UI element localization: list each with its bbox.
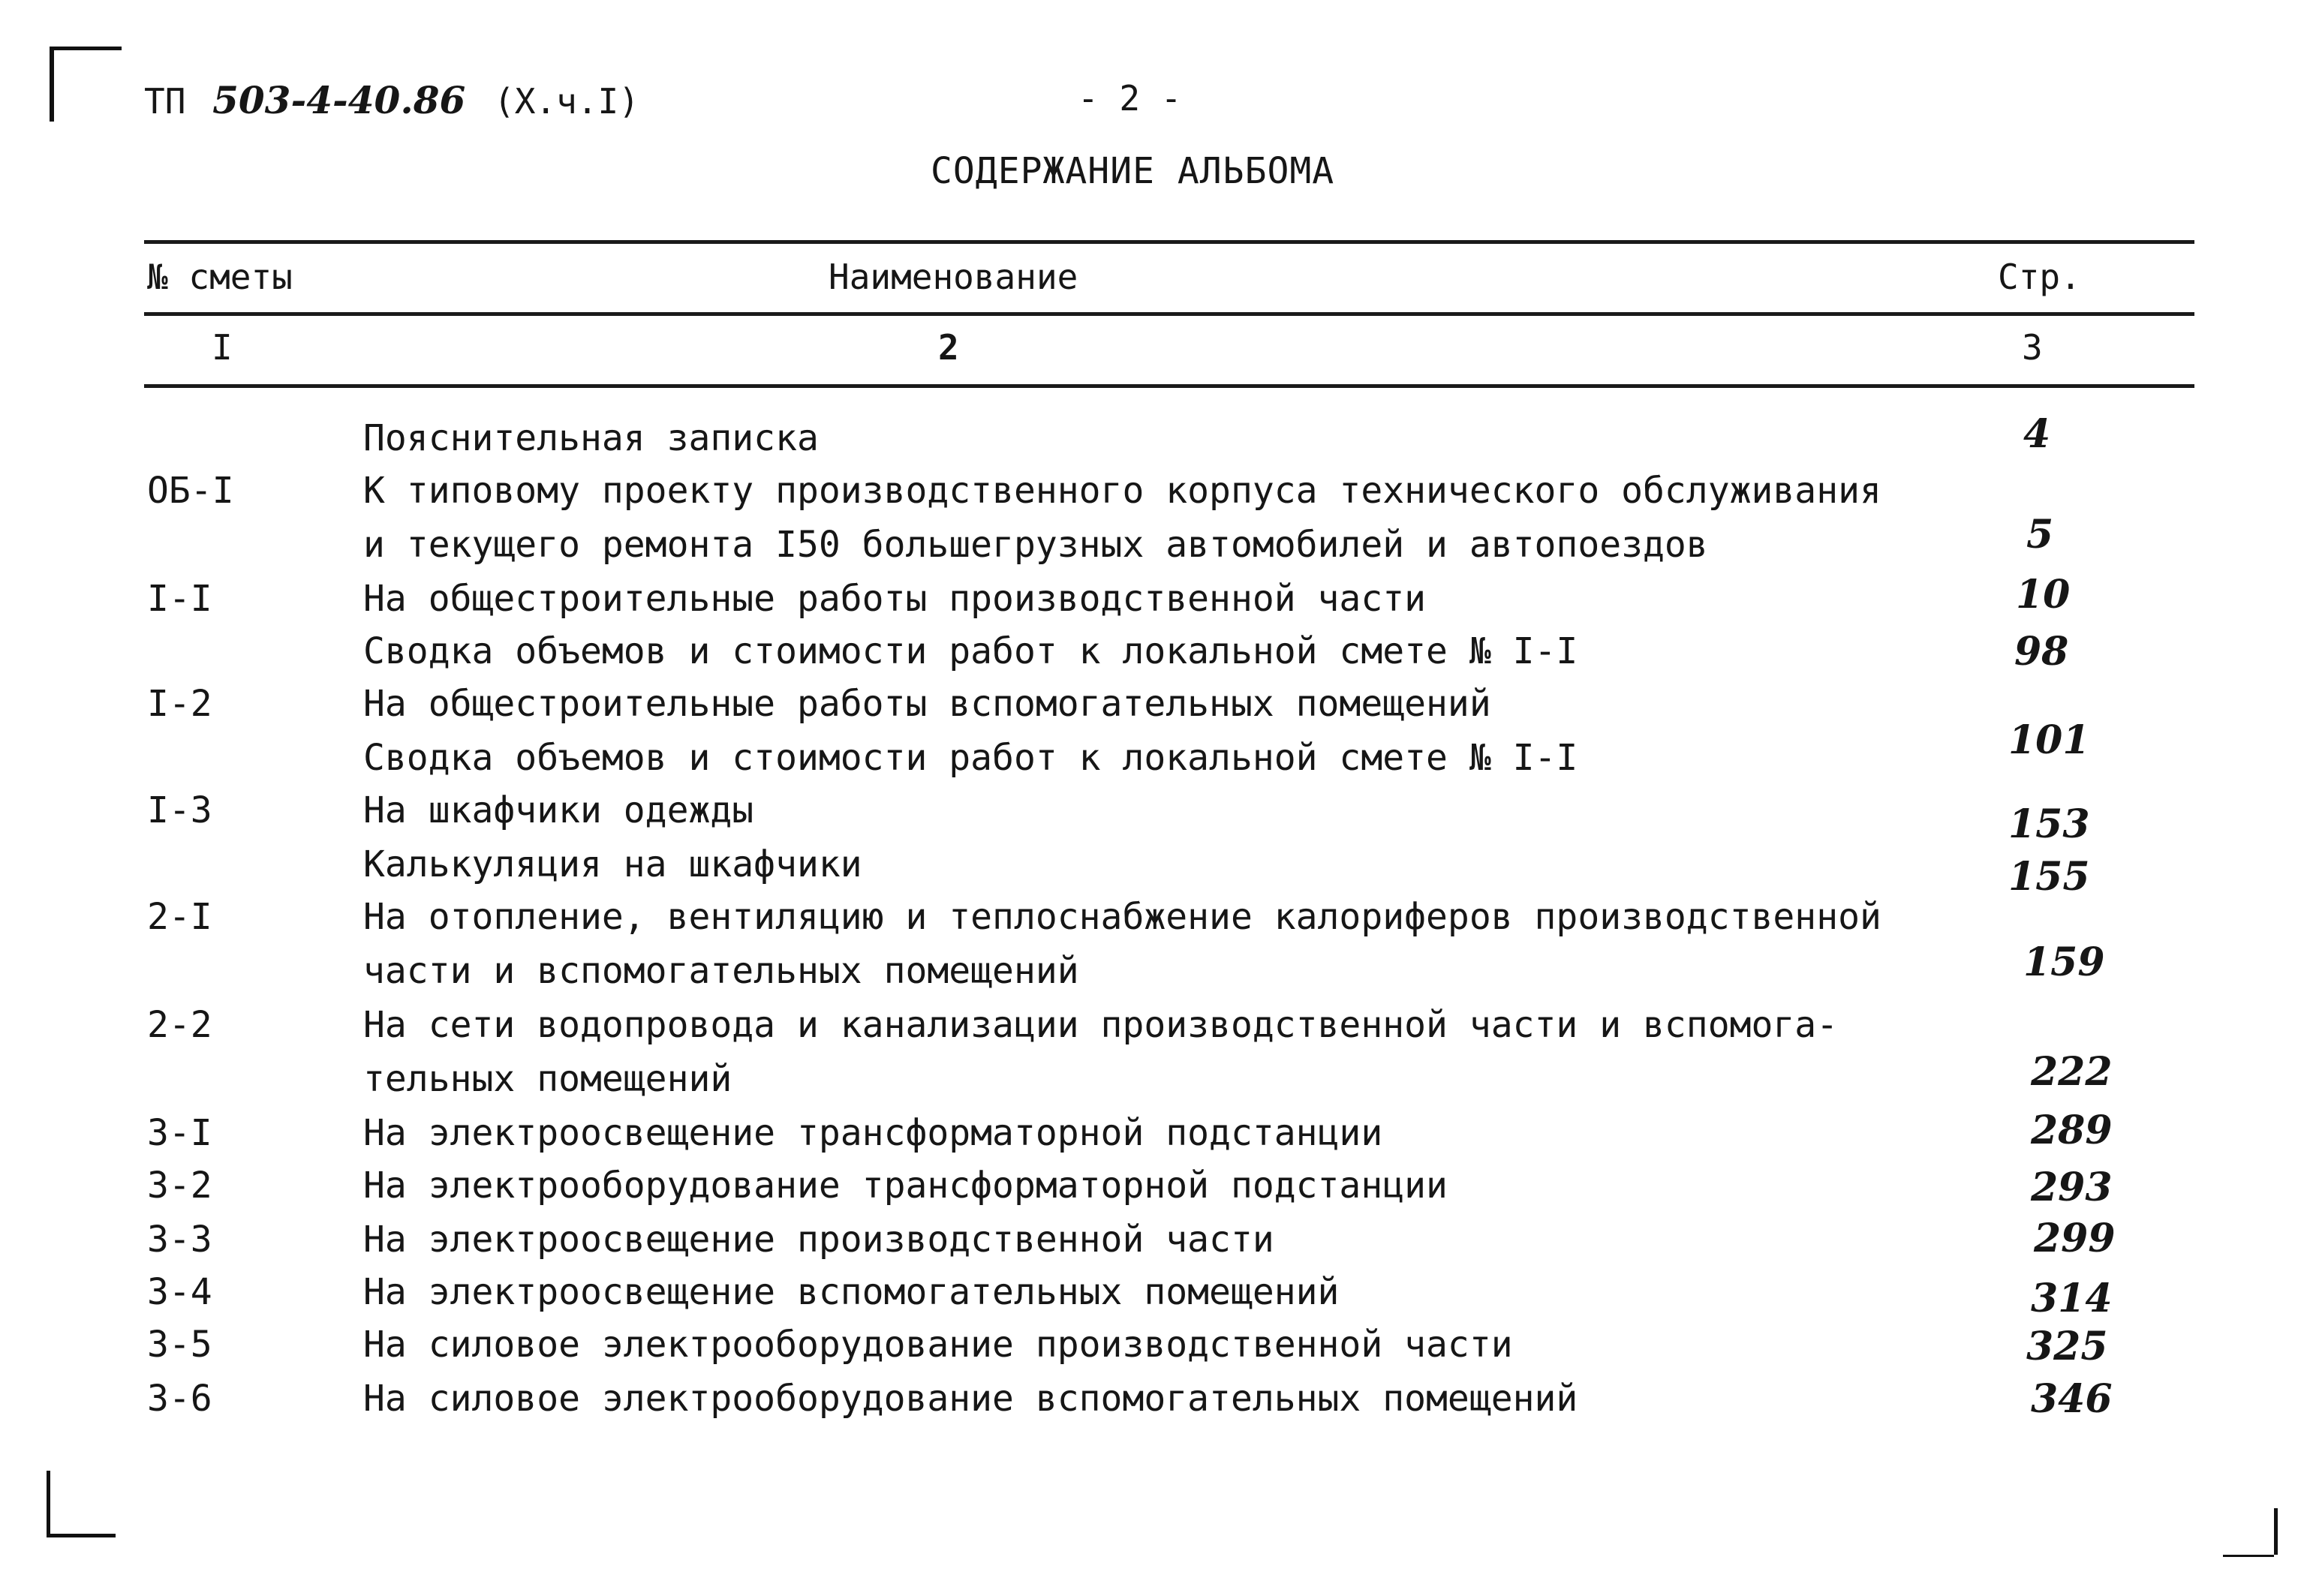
entry-page: 159 <box>2023 939 2105 985</box>
entry-page: 4 <box>2023 411 2051 457</box>
entry-title: На силовое электрооборудование вспомогательных помещений <box>363 1378 1578 1420</box>
entry-title: Сводка объемов и стоимости работ к локальной смете № I-I <box>363 630 1578 672</box>
column-number-3: 3 <box>2022 327 2043 368</box>
entry-title: На силовое электрооборудование производственной части <box>363 1324 1513 1366</box>
entry-title: На сети водопровода и канализации производственной части и вспомога- <box>363 1004 1839 1046</box>
entry-title: К типовому проекту производственного корпуса технического обслуживания <box>363 470 1881 512</box>
corner-mark-bottom-left <box>47 1471 50 1537</box>
entry-title: На общестроительные работы вспомогательных помещений <box>363 683 1491 725</box>
entry-title: Пояснительная записка <box>363 417 819 459</box>
entry-code: 3-5 <box>147 1324 212 1366</box>
entry-page: 299 <box>2034 1216 2116 1261</box>
entry-title: Калькуляция на шкафчики <box>363 843 862 885</box>
column-header-page: Стр. <box>1998 257 2081 297</box>
entry-page: 10 <box>2016 572 2071 618</box>
entry-code: 3-3 <box>147 1219 212 1261</box>
entry-title: и текущего ремонта I50 большегрузных автомобилей и автопоездов <box>363 524 1708 566</box>
column-number-1: I <box>212 327 233 368</box>
entry-page: 98 <box>2014 629 2069 675</box>
code-prefix: ТП <box>144 81 186 122</box>
entry-page: 153 <box>2008 801 2090 847</box>
corner-mark-bottom-right <box>2274 1508 2278 1555</box>
code-number: 503-4-40.86 <box>212 78 466 122</box>
table-body-rule <box>144 384 2194 388</box>
entry-page: 289 <box>2031 1108 2113 1153</box>
page-number: - 2 - <box>1078 78 1182 119</box>
entry-title: На электроосвещение производственной части <box>363 1219 1274 1261</box>
entry-page: 101 <box>2008 717 2090 763</box>
entry-page: 314 <box>2031 1276 2113 1321</box>
entry-code: I-I <box>147 578 212 620</box>
page-title: СОДЕРЖАНИЕ АЛЬБОМА <box>931 150 1335 192</box>
entry-page: 325 <box>2026 1324 2108 1369</box>
corner-mark-top-left <box>50 47 54 122</box>
column-header-name: Наименование <box>829 257 1078 297</box>
entry-title: На электроосвещение трансформаторной подстанции <box>363 1112 1383 1154</box>
code-suffix: (Х.ч.I) <box>494 81 639 122</box>
entry-code: 3-6 <box>147 1378 212 1420</box>
entry-page: 222 <box>2031 1049 2113 1095</box>
entry-code: 3-4 <box>147 1271 212 1313</box>
corner-mark-bottom-left <box>47 1534 116 1537</box>
entry-code: 3-2 <box>147 1165 212 1207</box>
column-number-2: 2 <box>938 327 959 368</box>
entry-page: 346 <box>2031 1376 2113 1422</box>
corner-mark-bottom-right <box>2223 1555 2274 1557</box>
column-header-estimate-number: № сметы <box>147 257 293 297</box>
entry-title: На электрооборудование трансформаторной подстанции <box>363 1165 1448 1207</box>
entry-page: 293 <box>2031 1165 2113 1210</box>
entry-title: Сводка объемов и стоимости работ к локальной смете № I-I <box>363 737 1578 779</box>
table-header-rule <box>144 312 2194 316</box>
entry-title: На отопление, вентиляцию и теплоснабжение калориферов производственной <box>363 896 1881 938</box>
entry-title: На электроосвещение вспомогательных помещений <box>363 1271 1340 1313</box>
entry-code: I-2 <box>147 683 212 725</box>
entry-code: I-3 <box>147 789 212 831</box>
table-top-rule <box>144 240 2194 244</box>
entry-title: части и вспомогательных помещений <box>363 950 1079 992</box>
corner-mark-top-left <box>50 47 122 50</box>
document-code <box>144 78 639 122</box>
entry-page: 155 <box>2008 854 2090 900</box>
entry-code: ОБ-I <box>147 470 234 512</box>
entry-title: На шкафчики одежды <box>363 789 754 831</box>
entry-page: 5 <box>2026 512 2054 558</box>
entry-code: 2-I <box>147 896 212 938</box>
entry-title: На общестроительные работы производственной части <box>363 578 1427 620</box>
entry-code: 3-I <box>147 1112 212 1154</box>
entry-code: 2-2 <box>147 1004 212 1046</box>
entry-title: тельных помещений <box>363 1058 732 1100</box>
